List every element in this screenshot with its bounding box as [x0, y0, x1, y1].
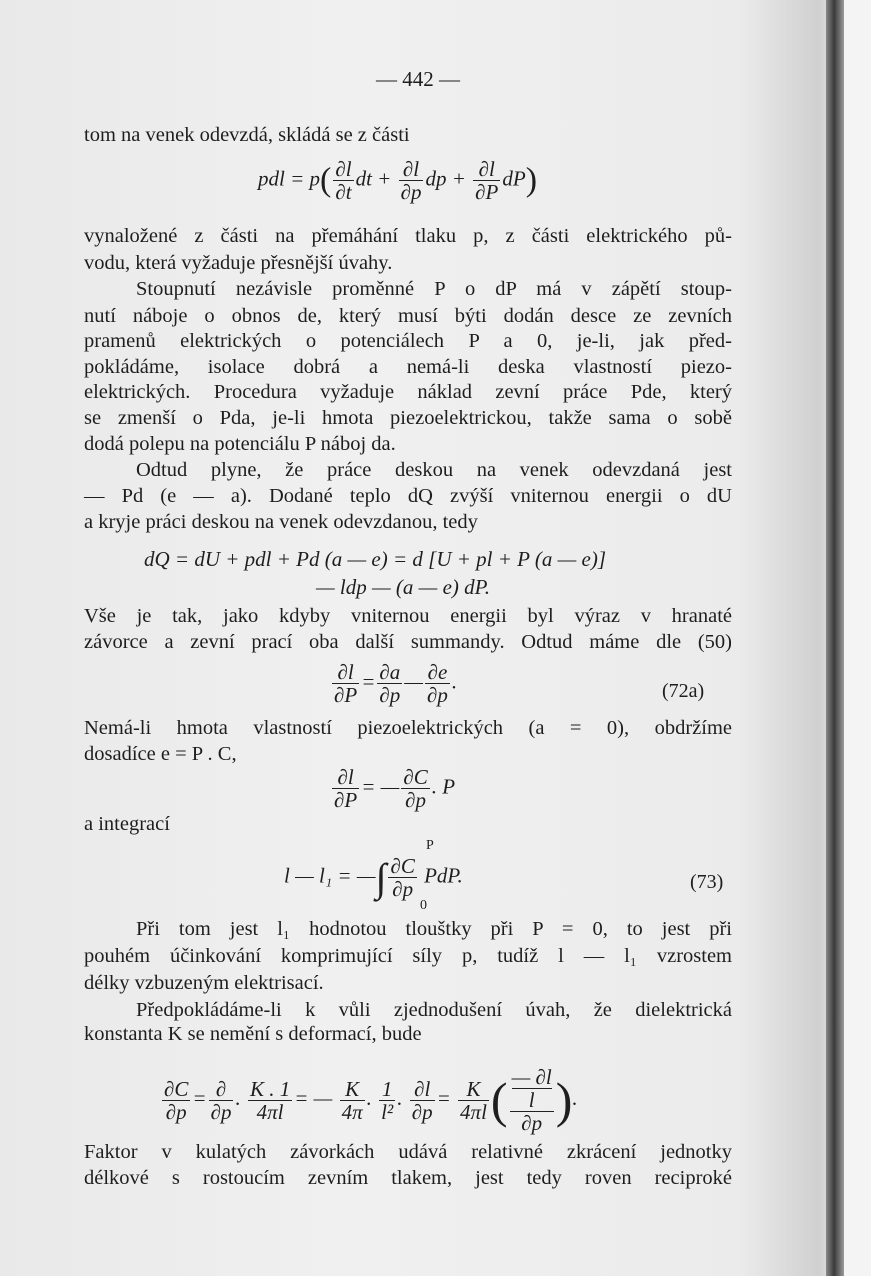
integral-upper-limit: P: [426, 838, 434, 853]
text-line: délkové s rostoucím zevním tlakem, jest tedy roven reciproké: [84, 1167, 732, 1189]
equation-72a: $\frac{\partial l}{\partial P}$ = $\frac{\partial a}{\partial p}$ — $\frac{\partial e}{\partial p}$ .: [334, 660, 458, 708]
text-line: závorce a zevní prací oba další summandy. Odtud máme dle (50): [84, 631, 732, 653]
text-line: konstanta K se nemění s deformací, bude: [84, 1023, 422, 1045]
text-line: Vše je tak, jako kdyby vniternou energii byl výraz v hranaté: [84, 605, 732, 627]
text-line: Při tom jest l₁ hodnotou tlouštky při P = 0, to jest při: [136, 918, 732, 940]
text-line: vodu, která vyžaduje přesnější úvahy.: [84, 252, 393, 274]
text-line: Předpokládáme-li k vůli zjednodušení úvah, že dielektrická: [136, 999, 732, 1021]
text-line: dodá polepu na potenciálu P náboj da.: [84, 433, 396, 455]
equation-number-73: (73): [690, 871, 724, 893]
text-line: dosadíce e = P . C,: [84, 743, 237, 765]
text-line: elektrických. Procedura vyžaduje náklad zevní práce Pde, který: [84, 381, 732, 403]
page-edge: [844, 0, 871, 1276]
text-line: délky vzbuzeným elektrisací.: [84, 972, 324, 994]
text-line: pouhém účinkování komprimující síly p, tudíž l — l₁ vzrostem: [84, 945, 732, 967]
equation-73: l — l₁ = —∫ $\frac{\partial C}{\partial p}$ PdP.: [284, 853, 463, 901]
eq1-term-P: dP: [502, 166, 526, 191]
text-line: Odtud plyne, že práce deskou na venek odevzdaná jest: [136, 459, 732, 481]
eq1-frac-t: $\frac{\partial l}{\partial t}$: [335, 157, 352, 205]
book-spine: [826, 0, 844, 1276]
eq1-frac-P: $\frac{\partial l}{\partial P}$: [475, 157, 499, 205]
equation-2-line-1: dQ = dU + pdl + Pd (a — e) = d [U + pl + P (a — e)]: [144, 547, 607, 571]
text-line: vynaložené z části na přemáhání tlaku p, z části elektrického pů-: [84, 225, 732, 247]
equation-1: pdl = p( $\frac{\partial l}{\partial t}$ dt + $\frac{\partial l}{\partial p}$ dp + $\frac{\partial l}{\partial P}$ dP): [258, 157, 538, 205]
text-line: Nemá-li hmota vlastností piezoelektrických (a = 0), obdržíme: [84, 717, 732, 739]
text-line: Stoupnutí nezávisle proměnné P o dP má v zápětí stoup-: [136, 278, 732, 300]
integral-lower-limit: 0: [420, 898, 427, 913]
text-line: Faktor v kulatých závorkách udává relativné zkrácení jednotky: [84, 1141, 732, 1163]
text-line: pramenů elektrických o potenciálech P a 0, je-li, jak před-: [84, 330, 732, 352]
text-line: se zmenší o Pda, je-li hmota piezoelektrickou, takže sama o sobě: [84, 407, 732, 429]
equation-substitution: $\frac{\partial l}{\partial P}$ = — $\frac{\partial C}{\partial p}$ . P: [334, 765, 456, 813]
page-number: — 442 —: [376, 67, 460, 91]
eq1-term-p: dp +: [425, 166, 466, 191]
eq1-lhs: pdl = p: [258, 166, 321, 191]
text-line: a integrací: [84, 813, 170, 835]
eq1-term-t: dt +: [355, 166, 392, 191]
text-line: tom na venek odevzdá, skládá se z části: [84, 124, 410, 146]
text-line: a kryje práci deskou na venek odevzdanou, tedy: [84, 511, 478, 533]
text-line: pokládáme, isolace dobrá a nemá-li deska vlastností piezo-: [84, 356, 732, 378]
eq1-frac-p: $\frac{\partial l}{\partial p}$: [400, 157, 422, 205]
text-line: nutí náboje o obnos de, který musí býti dodán desce ze zevních: [84, 305, 732, 327]
equation-2-line-2: — ldp — (a — e) dP.: [316, 575, 491, 599]
text-line: — Pd (e — a). Dodané teplo dQ zvýší vniternou energii o dU: [84, 485, 732, 507]
equation-dielectric: $\frac{\partial C}{\partial p}$ = $\frac{\partial}{\partial p}$ . $\frac{K . 1}{4\pi l}$ = — $\frac{K}{4\pi}$ . $\frac{1}{\text{l²}}$ . $\frac{\partial l}{\partial p}$ = $\frac{K}{4\pi l}$ ( — ∂l l ∂p ).: [164, 1065, 578, 1136]
equation-number-72a: (72a): [662, 680, 705, 702]
